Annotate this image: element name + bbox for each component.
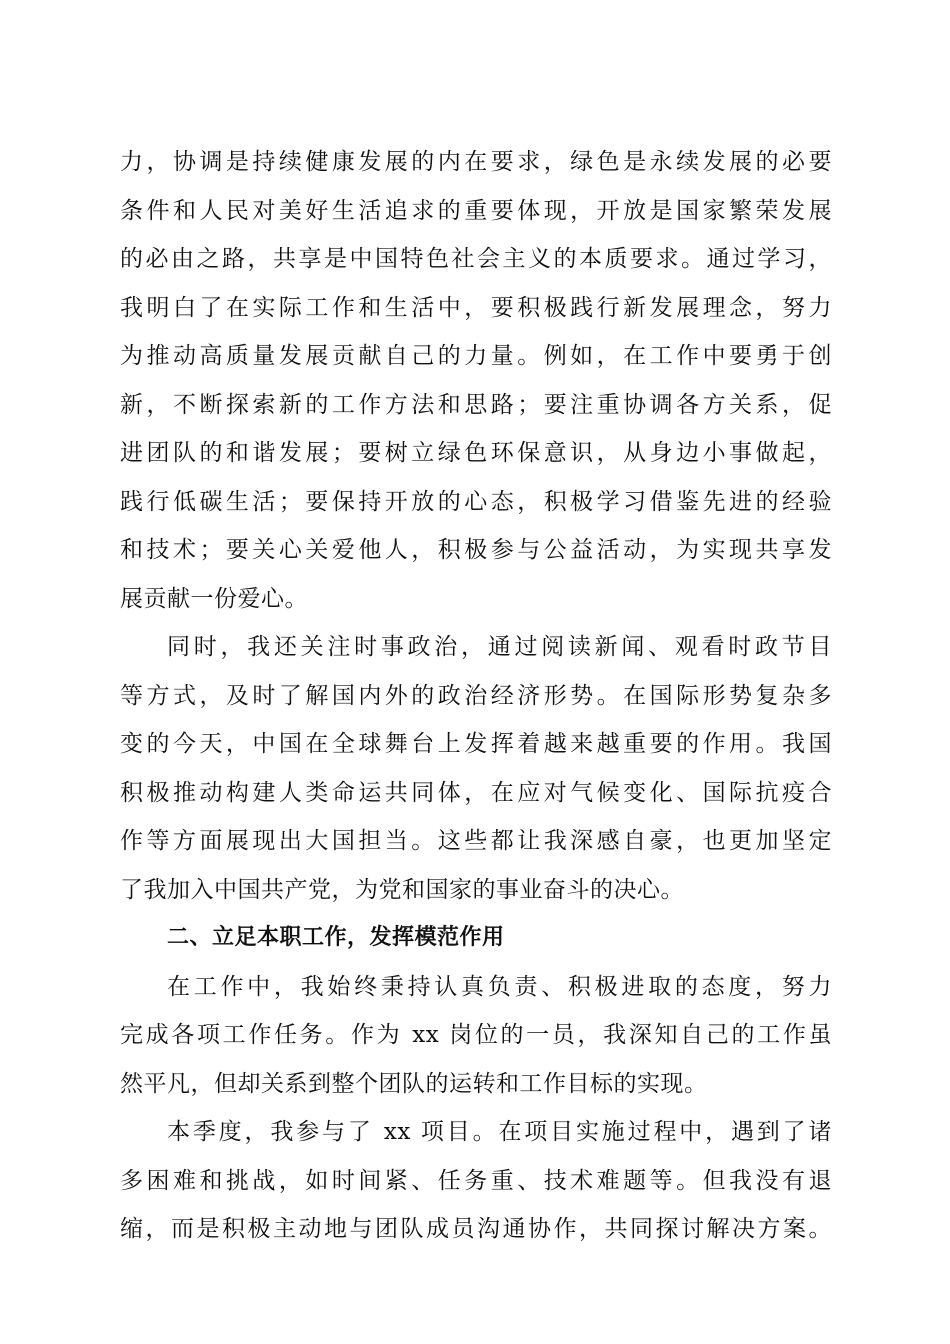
text-line: 展贡献一份爱心。 [120,585,308,612]
text-line: 完成各项工作任务。作为 xx 岗位的一员，我深知自己的工作虽 [120,1022,832,1048]
text-line: 进团队的和谐发展；要树立绿色环保意识，从身边小事做起， [120,440,832,466]
text-line: 同时，我还关注时事政治，通过阅读新闻、观看时政节目 [167,634,832,660]
text-line: 的必由之路，共享是中国特色社会主义的本质要求。通过学习， [120,246,832,272]
section-heading: 二、立足本职工作，发挥模范作用 [167,925,505,950]
text-line: 多困难和挑战，如时间紧、任务重、技术难题等。但我没有退 [120,1167,832,1194]
text-line: 等方式，及时了解国内外的政治经济形势。在国际形势复杂多 [120,682,832,709]
paragraph-2 [120,623,832,914]
text-line: 了我加入中国共产党，为党和国家的事业奋斗的决心。 [120,876,684,903]
text-line: 我明白了在实际工作和生活中，要积极践行新发展理念，努力 [120,294,832,321]
text-line: 践行低碳生活；要保持开放的心态，积极学习借鉴先进的经验 [120,488,832,515]
paragraph-3 [120,963,832,1109]
text-line: 和技术；要关心关爱他人，积极参与公益活动，为实现共享发 [120,537,832,563]
text-line: 本季度，我参与了 xx 项目。在项目实施过程中，遇到了诸 [167,1119,832,1145]
text-line: 变的今天，中国在全球舞台上发挥着越来越重要的作用。我国 [120,731,832,757]
paragraph-4 [120,1108,832,1254]
text-line: 缩，而是积极主动地与团队成员沟通协作，共同探讨解决方案。 [120,1216,832,1242]
text-line: 在工作中，我始终秉持认真负责、积极进取的态度，努力 [167,973,832,1000]
text-line: 然平凡，但却关系到整个团队的运转和工作目标的实现。 [120,1070,708,1097]
text-line: 积极推动构建人类命运共同体，在应对气候变化、国际抗疫合 [120,779,832,806]
text-line: 新，不断探索新的工作方法和思路；要注重协调各方关系，促 [120,391,832,418]
paragraph-1 [120,138,832,623]
text-line: 条件和人民对美好生活追求的重要体现，开放是国家繁荣发展 [120,197,832,224]
text-line: 为推动高质量发展贡献自己的力量。例如，在工作中要勇于创 [120,343,832,369]
document-body [120,138,832,1254]
text-line: 作等方面展现出大国担当。这些都让我深感自豪，也更加坚定 [120,828,832,854]
text-line: 力，协调是持续健康发展的内在要求，绿色是永续发展的必要 [120,149,832,175]
